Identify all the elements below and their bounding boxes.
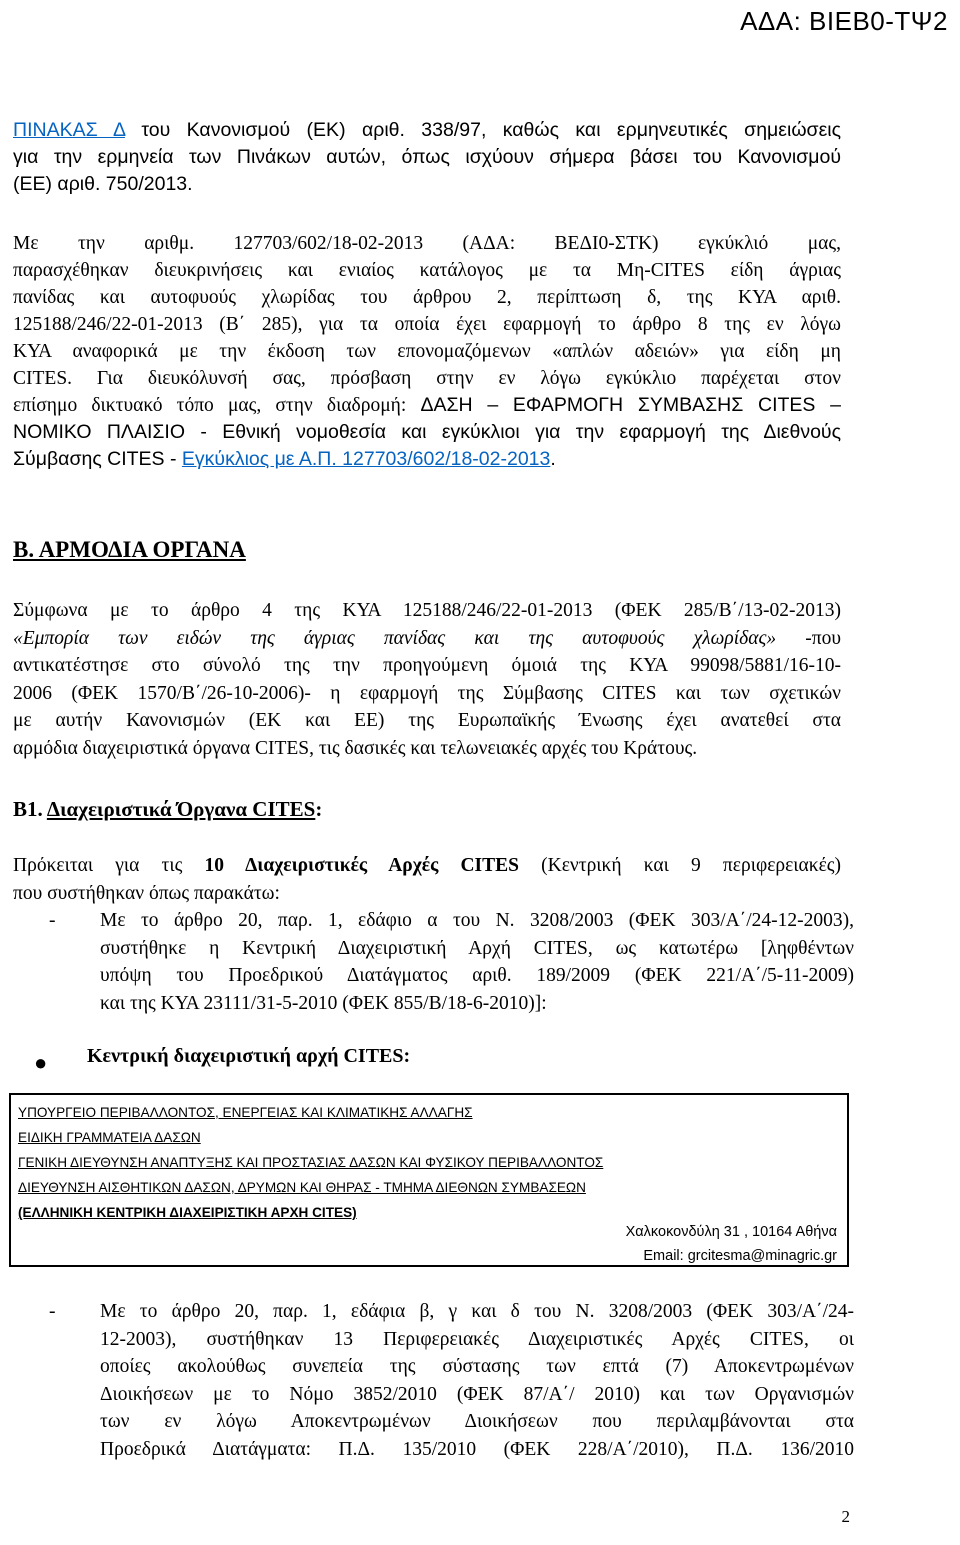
circular-line-8: ΝΟΜΙΚΟ ΠΛΑΙΣΙΟ - Εθνική νομοθεσία και εγκύκλιοι για την εφαρμογή της Διεθνούς [13, 421, 841, 443]
law-title-italic: «Εμπορία των ειδών της άγριας πανίδας και της αυτοφυούς χλωρίδας» [13, 627, 777, 649]
circular-line-5: ΚΥΑ αναφορικά με την έκδοση των επονομαζόμενων «απλών αδειών» για είδη μη [13, 341, 841, 362]
intro-line-1 [13, 117, 841, 144]
section-b1-line-1a: Πρόκειται για τις [13, 855, 205, 876]
intro-line-1-text: του Κανονισμού (ΕΚ) αριθ. 338/97, καθώς και ερμηνευτικές σημειώσεις [124, 119, 841, 141]
intro-line-2: για την ερμηνεία των Πινάκων αυτών, όπως ισχύουν σήμερα βάσει του Κανονισμού [13, 146, 841, 168]
circular-line-9 [13, 446, 841, 473]
circular-line-2: παρασχέθηκαν διευκρινήσεις και ενιαίος κατάλογος με τα Μη-CITES είδη άγριας [13, 260, 841, 281]
section-b1-paragraph [13, 852, 841, 907]
circular-line-9c: . [550, 448, 556, 470]
section-b1-heading: Διαχειριστικά Όργανα CITES [46, 797, 316, 821]
box-line-authority: (ΕΛΛΗΝΙΚΗ ΚΕΝΤΡΙΚΗ ΔΙΑΧΕΙΡΙΣΤΙΚΗ ΑΡΧΗ CITES) [18, 1205, 357, 1220]
dash-1-line-1: Με το άρθρο 20, παρ. 1, εδάφιο α του Ν. 3208/2003 (ΦΕΚ 303/Α΄/24-12-2003), [100, 910, 854, 931]
dash-item-1 [13, 907, 854, 1019]
box-address: Χαλκοκονδύλη 31 , 10164 Αθήνα [625, 1224, 837, 1240]
section-b1-title [13, 797, 322, 822]
section-b-line-2-rest: -που [776, 627, 842, 649]
bullet-icon: ● [34, 1050, 48, 1075]
dash-1-line-3: υπόψη του Προεδρικού Διατάγματος αριθ. 189/2009 (ΦΕΚ 221/Α΄/5-11-2009) [100, 965, 854, 986]
intro-paragraph [13, 117, 841, 198]
circular-line-6b: Για διευκόλυνσή σας, πρόσβαση στην εν λόγω εγκύκλιο παρέχεται στον [72, 368, 841, 389]
dash-2-line-3: οποίες ακολούθως συνεπεία της σύστασης των επτά (7) Αποκεντρωμένων [100, 1356, 854, 1377]
intro-line-3: (ΕΕ) αριθ. 750/2013. [13, 173, 193, 195]
section-b1-colon: : [315, 797, 323, 821]
circular-line-1c: εγκύκλιό μας, [658, 233, 841, 254]
dash-marker: - [49, 910, 56, 931]
ada-header: ΑΔΑ: ΒΙΕΒ0-ΤΨ2 [740, 6, 948, 36]
section-b-line-4: 2006 (ΦΕΚ 1570/Β΄/26-10-2006)- η εφαρμογή της Σύμβασης CITES και των σχετικών [13, 682, 841, 704]
circular-paragraph [13, 230, 841, 473]
pinakas-d-link[interactable]: ΠΙΝΑΚΑΣ Δ [13, 119, 125, 141]
dash-item-2 [13, 1298, 854, 1468]
circular-line-7a: επίσημο δικτυακό τόπο μας, στην διαδρομή: [13, 395, 421, 416]
section-b-line-2 [13, 625, 841, 653]
circular-line-3: πανίδας και αυτοφυούς χλωρίδας του άρθρου 2, περίπτωση δ, της ΚΥΑ αριθ. [13, 287, 841, 308]
section-b1-number: Β1. [13, 797, 43, 821]
dash-item-2-text [100, 1298, 854, 1463]
section-b1-line-1c: (Κεντρική και 9 περιφερειακές) [519, 855, 841, 876]
box-line-general-directorate: ΓΕΝΙΚΗ ΔΙΕΥΘΥΝΣΗ ΑΝΑΠΤΥΞΗΣ ΚΑΙ ΠΡΟΣΤΑΣΙΑΣ ΔΑΣΩΝ ΚΑΙ ΦΥΣΙΚΟΥ ΠΕΡΙΒΑΛΛΟΝΤΟΣ [18, 1155, 604, 1170]
dash-2-line-4: Διοικήσεων με το Νόμο 3852/2010 (ΦΕΚ 87/Α΄/ 2010) και των Οργανισμών [100, 1383, 854, 1405]
path-breadcrumb-1: ΔΑΣΗ – ΕΦΑΡΜΟΓΗ ΣΥΜΒΑΣΗΣ CITES – [420, 394, 841, 416]
dash-2-line-2: 12-2003), συστήθηκαν 13 Περιφερειακές Διαχειριστικές Αρχές CITES, οι [100, 1328, 854, 1350]
circular-line-1a: Με την αριθμ. [13, 233, 234, 254]
dash-item-1-text [100, 907, 854, 1017]
section-b-title: Β. ΑΡΜΟΔΙΑ ΟΡΓΑΝΑ [13, 537, 246, 562]
section-b-line-3: αντικατέστησε στο σύνολό της την προηγούμενη όμοιά της ΚΥΑ 99098/5881/16-10- [13, 655, 841, 676]
circular-link[interactable]: Εγκύκλιος με Α.Π. 127703/602/18-02-2013 [181, 448, 551, 470]
section-b1-line-2: που συστήθηκαν όπως παρακάτω: [13, 882, 280, 904]
circular-line-6a: CITES. [13, 368, 73, 389]
dash-1-line-2: συστήθηκε η Κεντρική Διαχειριστική Αρχή CITES, ως κατωτέρω [ληφθέντων [100, 937, 854, 959]
circular-line-7 [13, 392, 841, 419]
box-email: Email: grcitesma@minagric.gr [643, 1248, 837, 1264]
dash-2-line-1: Με το άρθρο 20, παρ. 1, εδάφια β, γ και δ του Ν. 3208/2003 (ΦΕΚ 303/Α΄/24- [100, 1301, 854, 1322]
box-line-ministry: ΥΠΟΥΡΓΕΙΟ ΠΕΡΙΒΑΛΛΟΝΤΟΣ, ΕΝΕΡΓΕΙΑΣ ΚΑΙ ΚΛΙΜΑΤΙΚΗΣ ΑΛΛΑΓΗΣ [18, 1105, 473, 1120]
section-b-line-1: Σύμφωνα με το άρθρο 4 της ΚΥΑ 125188/246/22-01-2013 (ΦΕΚ 285/Β΄/13-02-2013) [13, 600, 841, 621]
dash-2-line-5: των εν λόγω Αποκεντρωμένων Διοικήσεων που περιλαμβάνονται στα [100, 1411, 854, 1432]
dash-2-line-6: Προεδρικά Διατάγματα: Π.Δ. 135/2010 (ΦΕΚ 228/Α΄/2010), Π.Δ. 136/2010 [100, 1438, 854, 1460]
page-number: 2 [841, 1507, 850, 1526]
authority-box [9, 1093, 849, 1267]
circular-reference: 127703/602/18-02-2013 (ΑΔΑ: ΒΕΔΙ0-ΣΤΚ) [233, 233, 659, 254]
circular-line-9a: Σύμβασης CITES - [13, 448, 182, 470]
section-b-line-5: με αυτήν Κανονισμών (ΕΚ και ΕΕ) της Ευρωπαϊκής Ένωσης έχει ανατεθεί στα [13, 710, 841, 731]
dash-marker: - [49, 1301, 56, 1322]
box-line-secretariat: ΕΙΔΙΚΗ ΓΡΑΜΜΑΤΕΙΑ ΔΑΣΩΝ [18, 1130, 201, 1145]
circular-line-4: 125188/246/22-01-2013 (Β΄ 285), για τα οποία έχει εφαρμογή το άρθρο 8 της εν λόγω [13, 314, 841, 335]
section-b1-line-1 [13, 852, 841, 880]
circular-line-6 [13, 365, 841, 392]
section-b1-line-1b: 10 Διαχειριστικές Αρχές CITES [204, 855, 519, 876]
dash-1-line-4: και της ΚΥΑ 23111/31-5-2010 (ΦΕΚ 855/Β/18-6-2010)]: [100, 992, 547, 1014]
central-authority-heading: Κεντρική διαχειριστική αρχή CITES: [87, 1045, 411, 1067]
section-b-paragraph [13, 597, 841, 762]
circular-line-1 [13, 230, 841, 257]
section-b-line-6: αρμόδια διαχειριστικά όργανα CITES, τις δασικές και τελωνειακές αρχές του Κράτους. [13, 737, 698, 759]
box-line-directorate: ΔΙΕΥΘΥΝΣΗ ΑΙΣΘΗΤΙΚΩΝ ΔΑΣΩΝ, ΔΡΥΜΩΝ ΚΑΙ ΘΗΡΑΣ - ΤΜΗΜΑ ΔΙΕΘΝΩΝ ΣΥΜΒΑΣΕΩΝ [18, 1180, 586, 1195]
